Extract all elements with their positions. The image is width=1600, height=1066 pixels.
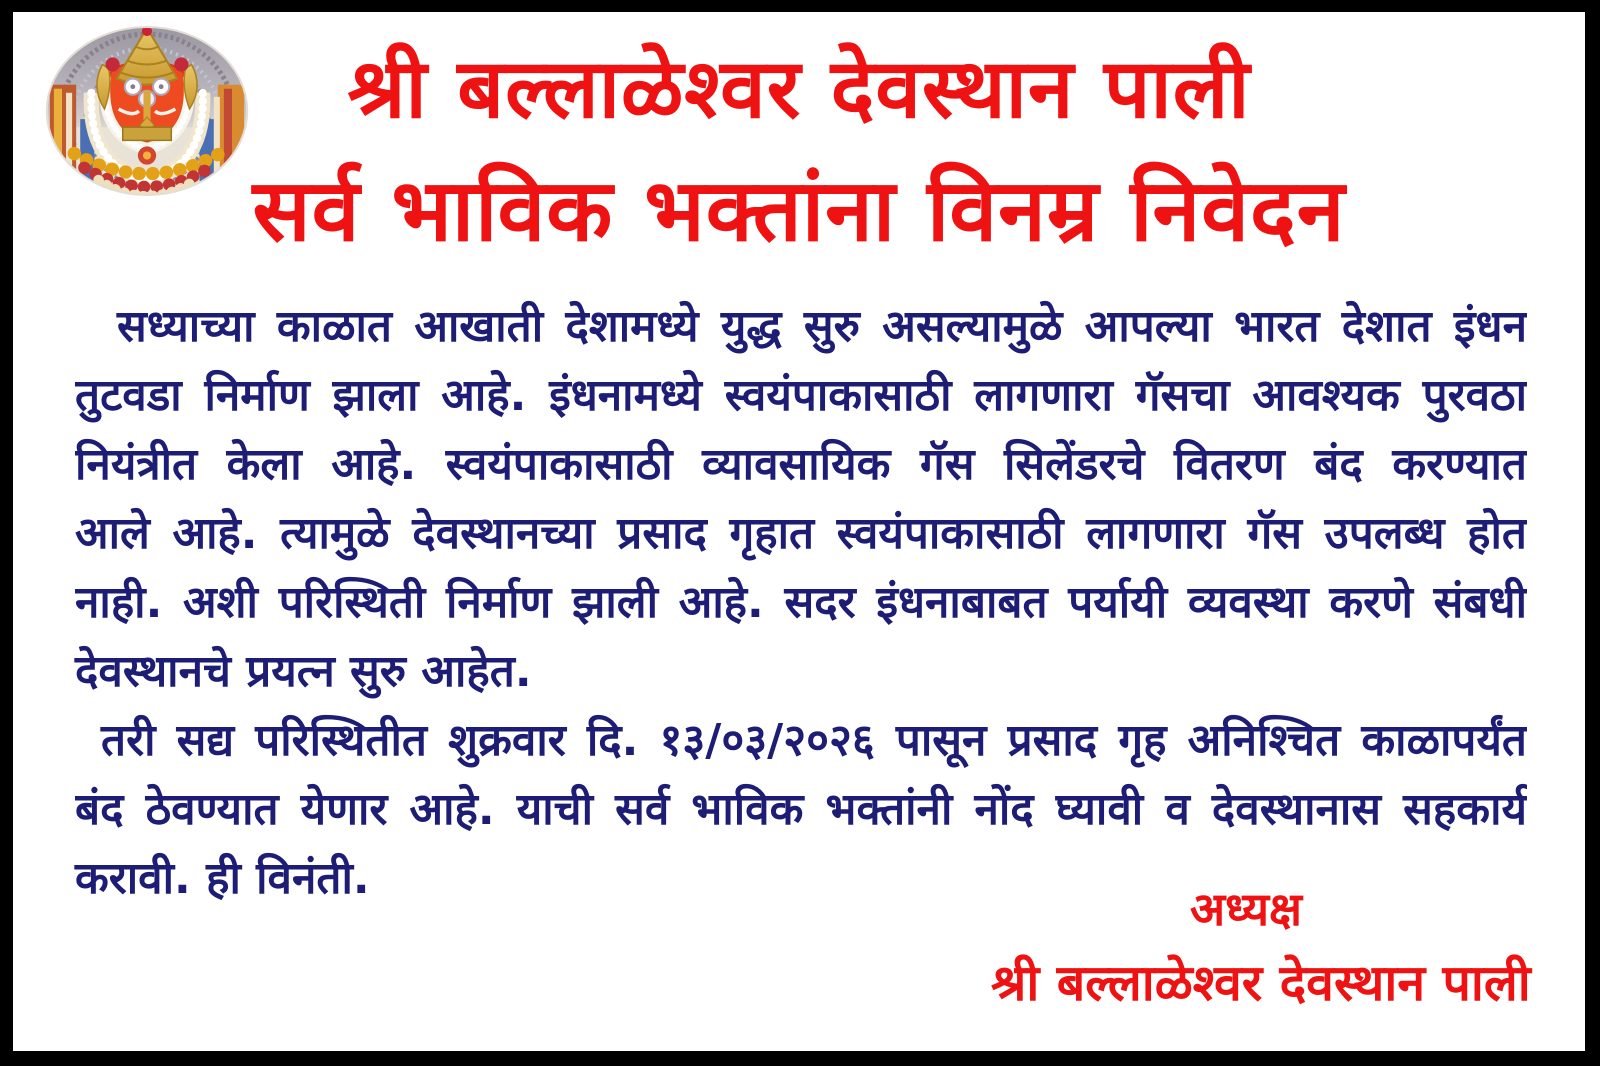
body-line: आले आहे. त्यामुळे देवस्थानच्या प्रसाद गृहात स्वयंपाकासाठी लागणारा गॅस उपलब्ध होत [75, 508, 1527, 559]
signature-block [991, 878, 1531, 1016]
signature-title: अध्यक्ष [1189, 882, 1303, 936]
body-line: सध्याच्या काळात आखाती देशामध्ये युद्ध सुरु असल्यामुळे आपल्या भारत देशात इंधन [117, 301, 1527, 352]
signature-temple-name: श्री बल्लाळेश्वर देवस्थान पाली [991, 954, 1531, 1012]
body-line: तुटवडा निर्माण झाला आहे. इंधनामध्ये स्वयंपाकासाठी लागणारा गॅसचा आवश्यक पुरवठा [75, 370, 1527, 421]
body-line: तरी सद्य परिस्थितीत शुक्रवार दि. १३/०३/२०२६ पासून प्रसाद गृह अनिश्चित काळापर्यंत [101, 715, 1527, 766]
header-notice-title: सर्व भाविक भक्तांना विनम्र निवेदन [252, 161, 1346, 261]
notice-header [13, 30, 1585, 272]
body-line: करावी. ही विनंती. [75, 853, 370, 904]
header-temple-name: श्री बल्लाळेश्वर देवस्थान पाली [347, 42, 1251, 137]
body-line: नाही. अशी परिस्थिती निर्माण झाली आहे. सदर इंधनाबाबत पर्यायी व्यवस्था करणे संबधी [75, 577, 1527, 628]
body-line: देवस्थानचे प्रयत्न सुरु आहेत. [75, 646, 532, 697]
notice-body [75, 292, 1527, 913]
body-line: नियंत्रीत केला आहे. स्वयंपाकासाठी व्यावसायिक गॅस सिलेंडरचे वितरण बंद करण्यात [75, 439, 1527, 490]
notice-paper [13, 12, 1585, 1051]
body-line: बंद ठेवण्यात येणार आहे. याची सर्व भाविक भक्तांनी नोंद घ्यावी व देवस्थानास सहकार्य [75, 784, 1527, 835]
